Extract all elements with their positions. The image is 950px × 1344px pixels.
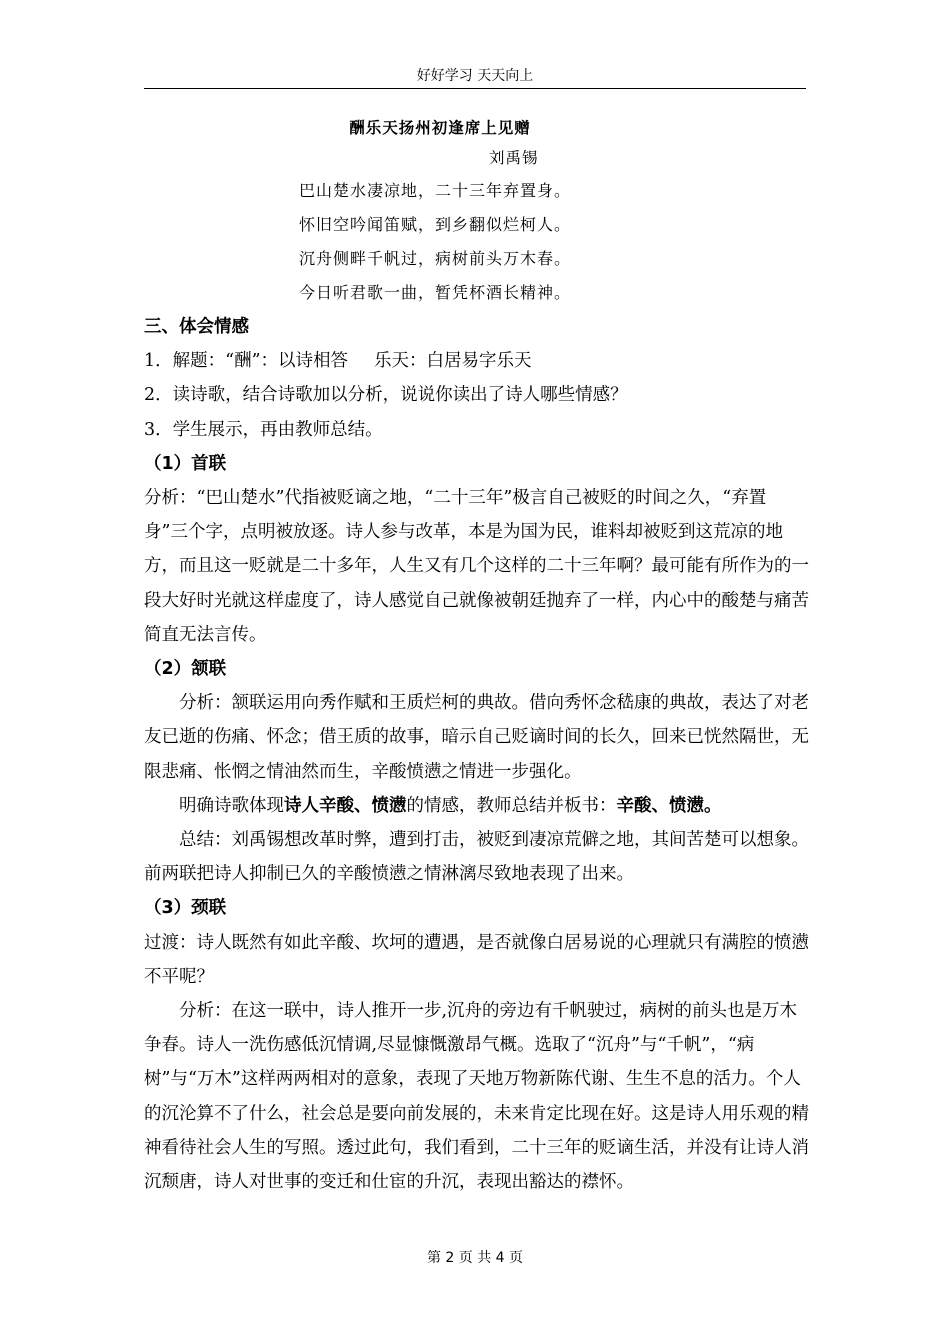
list-item — [144, 344, 810, 378]
page-header: 好好学习 天天向上 — [416, 68, 534, 84]
part3-heading: （3）颈联 — [144, 898, 227, 919]
clarify-bold: 辛酸、愤懑。 — [616, 795, 722, 816]
poem-line: 巴山楚水凄凉地，二十三年弃置身。 — [299, 181, 572, 200]
part2-summary: 总结：刘禹锡想改革时弊，遭到打击，被贬到凄凉荒僻之地，其间苦楚可以想象。前两联把诗人抑制已久的辛酸愤懑之情淋漓尽致地表现了出来。 — [144, 830, 809, 885]
part2-heading: （2）颔联 — [144, 659, 227, 680]
clarify-bold: 诗人辛酸、愤懑 — [284, 795, 407, 816]
part2-clarify — [144, 789, 810, 823]
page-footer: 第 2 页 共 4 页 — [426, 1250, 524, 1266]
clarify-text: 的情感，教师总结并板书： — [406, 795, 617, 816]
part3-transition: 过渡：诗人既然有如此辛酸、坎坷的遭遇，是否就像白居易说的心理就只有满腔的愤懑不平呢？ — [144, 932, 809, 987]
part2-analysis: 分析：颔联运用向秀作赋和王质烂柯的典故。借向秀怀念嵇康的典故，表达了对老友已逝的伤痛、怀念；借王质的故事，暗示自己贬谪时间的长久，回来已恍然隔世，无限悲痛、怅惘之情油然而生，辛酸愤懑之情进一步强化。 — [144, 693, 809, 782]
document-body — [144, 310, 810, 1199]
part1-heading: （1）首联 — [144, 453, 227, 474]
poem-author: 刘禹锡 — [489, 149, 539, 167]
list-item: 3．学生展示，再由教师总结。 — [144, 419, 383, 440]
section-heading: 三、体会情感 — [144, 317, 249, 337]
header-rule — [144, 88, 806, 89]
part3-analysis: 分析：在这一联中，诗人推开一步,沉舟的旁边有千帆驶过，病树的前头也是万木争春。诗人一洗伤感低沉情调,尽显慷慨激昂气概。选取了“沉舟”与“千帆”，“病树”与“万木”这样两两相对的意象，表现了天地万物新陈代谢、生生不息的活力。个人的沉沦算不了什么，社会总是要向前发展的，未来肯定比现在好。这是诗人用乐观的精神看待社会人生的写照。透过此句，我们看到，二十三年的贬谪生活，并没有让诗人消沉颓唐，诗人对世事的变迁和仕宦的升沉，表现出豁达的襟怀。 — [144, 1001, 809, 1193]
item1-term: 1．解题：“酬”：以诗相答 — [144, 351, 349, 372]
list-item: 2．读诗歌，结合诗歌加以分析，说说你读出了诗人哪些情感？ — [144, 385, 628, 406]
poem-line: 怀旧空吟闻笛赋，到乡翻似烂柯人。 — [299, 215, 572, 234]
poem-line: 沉舟侧畔千帆过，病树前头万木春。 — [299, 249, 572, 268]
poem-line: 今日听君歌一曲，暂凭杯酒长精神。 — [299, 283, 572, 302]
poem-title: 酬乐天扬州初逢席上见赠 — [349, 118, 531, 137]
part1-analysis: 分析：“巴山楚水”代指被贬谪之地，“二十三年”极言自己被贬的时间之久，“弃置身”三个字，点明被放逐。诗人参与改革，本是为国为民，谁料却被贬到这荒凉的地方，而且这一贬就是二十多年，人生又有几个这样的二十三年啊？最可能有所作为的一段大好时光就这样虚度了，诗人感觉自己就像被朝廷抛弃了一样，内心中的酸楚与痛苦简直无法言传。 — [144, 488, 809, 645]
clarify-text: 明确诗歌体现 — [179, 795, 284, 816]
item1-term-2: 乐天：白居易字乐天 — [374, 351, 532, 372]
